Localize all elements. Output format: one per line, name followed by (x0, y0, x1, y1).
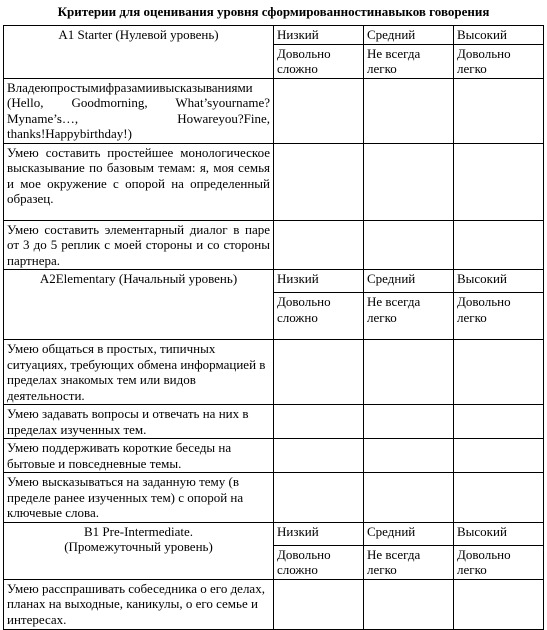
grade-mid: Не всегда легко (364, 545, 454, 579)
column-low: Низкий (274, 270, 364, 293)
rating-cell-high[interactable] (454, 220, 544, 270)
level-title: B1 Pre-Intermediate. (83, 523, 193, 539)
rating-cell-low[interactable] (274, 143, 364, 220)
header-row-a1 (4, 26, 544, 45)
rating-cell-low[interactable] (274, 78, 364, 143)
rating-cell-high[interactable] (454, 405, 544, 439)
header-row-a2 (4, 270, 544, 293)
level-cell-a1 (4, 26, 274, 79)
level-title: A2Elementary (Начальный уровень) (39, 271, 238, 286)
criterion-text: Умею высказываться на заданную тему (в пределе ранее изученных тем) с опорой на ключевые слова. (4, 473, 274, 523)
column-low: Низкий (274, 26, 364, 45)
criterion-text: Умею задавать вопросы и отвечать на них в пределах изученных тем. (4, 405, 274, 439)
level-cell-b1 (4, 522, 274, 579)
rating-cell-mid[interactable] (364, 405, 454, 439)
rating-cell-high[interactable] (454, 579, 544, 629)
rating-cell-low[interactable] (274, 439, 364, 473)
rating-cell-high[interactable] (454, 78, 544, 143)
criterion-row (4, 220, 544, 270)
grade-high: Довольно легко (454, 293, 544, 340)
grade-low: Довольно сложно (274, 293, 364, 340)
criterion-row (4, 78, 544, 143)
level-subtitle: (Промежуточный уровень) (64, 539, 213, 554)
column-high: Высокий (454, 270, 544, 293)
criterion-row (4, 143, 544, 220)
rating-cell-mid[interactable] (364, 439, 454, 473)
criterion-row (4, 340, 544, 405)
grade-high: Довольно легко (454, 44, 544, 78)
level-title: A1 Starter (Нулевой уровень) (58, 27, 219, 42)
rating-cell-low[interactable] (274, 220, 364, 270)
document-title: Критерии для оценивания уровня сформированностинавыков говорения (57, 4, 490, 19)
rating-cell-low[interactable] (274, 340, 364, 405)
criterion-text: Умею поддерживать короткие беседы на бытовые и повседневные темы. (4, 439, 274, 473)
criterion-row (4, 405, 544, 439)
column-mid: Средний (364, 522, 454, 545)
rating-cell-mid[interactable] (364, 340, 454, 405)
grade-low: Довольно сложно (274, 545, 364, 579)
criterion-text: Умею общаться в простых, типичных ситуациях, требующих обмена информацией в пределах знакомых тем или видов деятельности. (4, 340, 274, 405)
column-high: Высокий (454, 522, 544, 545)
rating-cell-low[interactable] (274, 473, 364, 523)
rating-cell-mid[interactable] (364, 579, 454, 629)
criterion-row (4, 439, 544, 473)
grade-high: Довольно легко (454, 545, 544, 579)
rating-cell-low[interactable] (274, 579, 364, 629)
criterion-text: Умею расспрашивать собеседника о его делах, планах на выходные, каникулы, о его семье и интересах. (4, 579, 274, 629)
criteria-table (3, 25, 544, 630)
grade-mid: Не всегда легко (364, 293, 454, 340)
header-row-b1 (4, 522, 544, 545)
grade-low: Довольно сложно (274, 44, 364, 78)
column-high: Высокий (454, 26, 544, 45)
criterion-text: Владеюпростымифразамиивысказываниями (Hello, Goodmorning, What’syourname?Myname’s…, Howareyou?Fine, thanks!Happybirthday!) (4, 78, 274, 143)
rating-cell-mid[interactable] (364, 143, 454, 220)
rating-cell-high[interactable] (454, 473, 544, 523)
rating-cell-high[interactable] (454, 439, 544, 473)
rating-cell-high[interactable] (454, 143, 544, 220)
criterion-text: Умею составить простейшее монологическое высказывание по базовым темам: я, моя семья и мое окружение с опорой на определенный образец. (4, 143, 274, 220)
column-mid: Средний (364, 26, 454, 45)
column-low: Низкий (274, 522, 364, 545)
criterion-row (4, 473, 544, 523)
rating-cell-mid[interactable] (364, 473, 454, 523)
grade-mid: Не всегда легко (364, 44, 454, 78)
level-cell-a2 (4, 270, 274, 340)
rating-cell-low[interactable] (274, 405, 364, 439)
criterion-row (4, 579, 544, 629)
criterion-text: Умею составить элементарный диалог в паре от 3 до 5 реплик с моей стороны и со стороны партнера. (4, 220, 274, 270)
rating-cell-high[interactable] (454, 340, 544, 405)
rating-cell-mid[interactable] (364, 220, 454, 270)
column-mid: Средний (364, 270, 454, 293)
rating-cell-mid[interactable] (364, 78, 454, 143)
